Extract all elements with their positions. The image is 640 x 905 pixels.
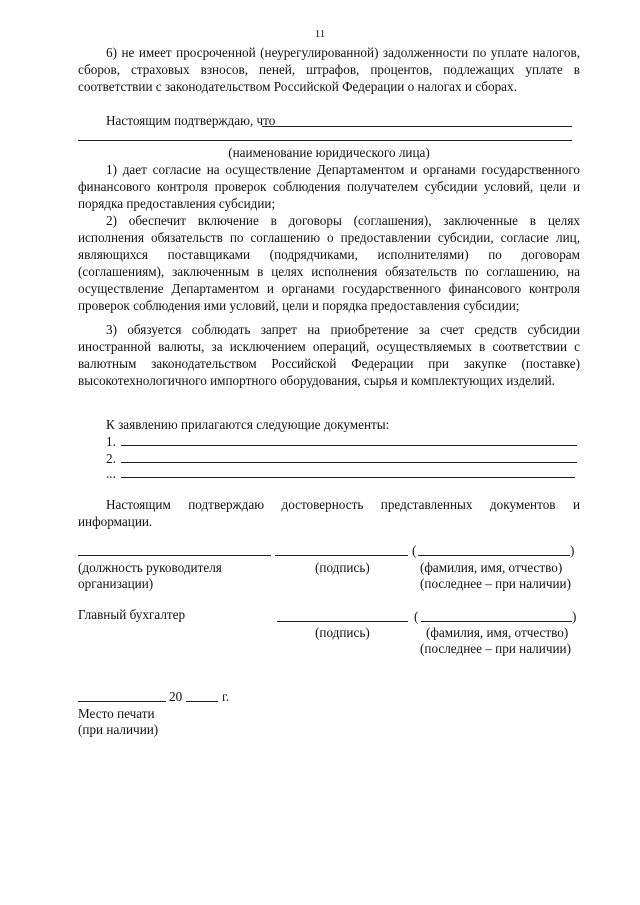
- item-1-paragraph: 1) дает согласие на осуществление Департаментом и органами государственного финансового контроля проверок соблюдения получателем субсидии условий, цели и порядка предоставления субсидии;: [78, 162, 580, 211]
- accountant-name-caption-1: (фамилия, имя, отчество): [426, 625, 569, 640]
- attachments-heading: К заявлению прилагаются следующие документы:: [106, 417, 390, 432]
- date-year-suffix: г.: [222, 689, 230, 704]
- head-paren-open: (: [412, 543, 417, 558]
- accountant-signature-caption: (подпись): [315, 625, 370, 640]
- item-6-paragraph: 6) не имеет просроченной (неурегулированной) задолженности по уплате налогов, сборов, страховых взносов, пеней, штрафов, процентов, подлежащих уплате в соответствии с законодательством Российской Федерации о налогах и сборах.: [78, 45, 580, 94]
- stamp-place-label: Место печати: [78, 706, 155, 721]
- attachment-number-1: 1.: [106, 434, 116, 449]
- confirm-prefix: Настоящим подтверждаю, что: [106, 113, 276, 128]
- accountant-paren-open: (: [414, 609, 419, 624]
- accountant-name-caption-2: (последнее – при наличии): [420, 641, 571, 656]
- item-2-paragraph: 2) обеспечит включение в договоры (соглашения), заключенные в целях исполнения обязательств по соглашению о предоставлении субсидии, согласие лиц, являющихся поставщиками (подрядчиками, исполнителями) по договорам (соглашениям), заключенным в целях исполнения обязательств по соглашению, на осуществление Департаментом и органами государственного финансового контроля проверок соблюдения ими условий, цели и порядка предоставления субсидии;: [78, 213, 580, 313]
- entity-name-line-2: [78, 140, 572, 141]
- attachment-number-2: 2.: [106, 451, 116, 466]
- head-position-line: [78, 555, 271, 556]
- head-paren-close: ): [570, 543, 575, 558]
- date-year-line: [186, 701, 218, 702]
- head-signature-line: [275, 555, 408, 556]
- accountant-paren-close: ): [572, 609, 577, 624]
- date-year-prefix: 20: [169, 689, 183, 704]
- reliability-statement: Настоящим подтверждаю достоверность представленных документов и информации.: [78, 497, 580, 529]
- accountant-signature-line: [277, 621, 408, 622]
- page-number: 11: [314, 28, 326, 40]
- attachment-number-3: ...: [106, 466, 116, 481]
- item-3-paragraph: 3) обязуется соблюдать запрет на приобретение за счет средств субсидии иностранной валюты, за исключением операций, осуществляемых в соответствии с валютным законодательством Российской Федерации при закупке (поставке) высокотехнологичного импортного оборудования, сырья и комплектующих изделий.: [78, 322, 580, 388]
- entity-name-line: [262, 126, 572, 127]
- attachment-line-3: [121, 477, 575, 478]
- attachment-line-1: [121, 445, 577, 446]
- head-name-line: [418, 555, 570, 556]
- head-signature-caption: (подпись): [315, 560, 370, 575]
- accountant-name-line: [421, 621, 572, 622]
- head-position-caption-1: (должность руководителя: [78, 560, 222, 575]
- head-position-caption-2: организации): [78, 576, 154, 591]
- entity-caption: (наименование юридического лица): [228, 145, 430, 160]
- date-day-month-line: [78, 701, 166, 702]
- attachment-line-2: [121, 462, 577, 463]
- stamp-place-note: (при наличии): [78, 722, 159, 737]
- head-name-caption-1: (фамилия, имя, отчество): [420, 560, 563, 575]
- accountant-title: Главный бухгалтер: [78, 607, 186, 622]
- head-name-caption-2: (последнее – при наличии): [420, 576, 571, 591]
